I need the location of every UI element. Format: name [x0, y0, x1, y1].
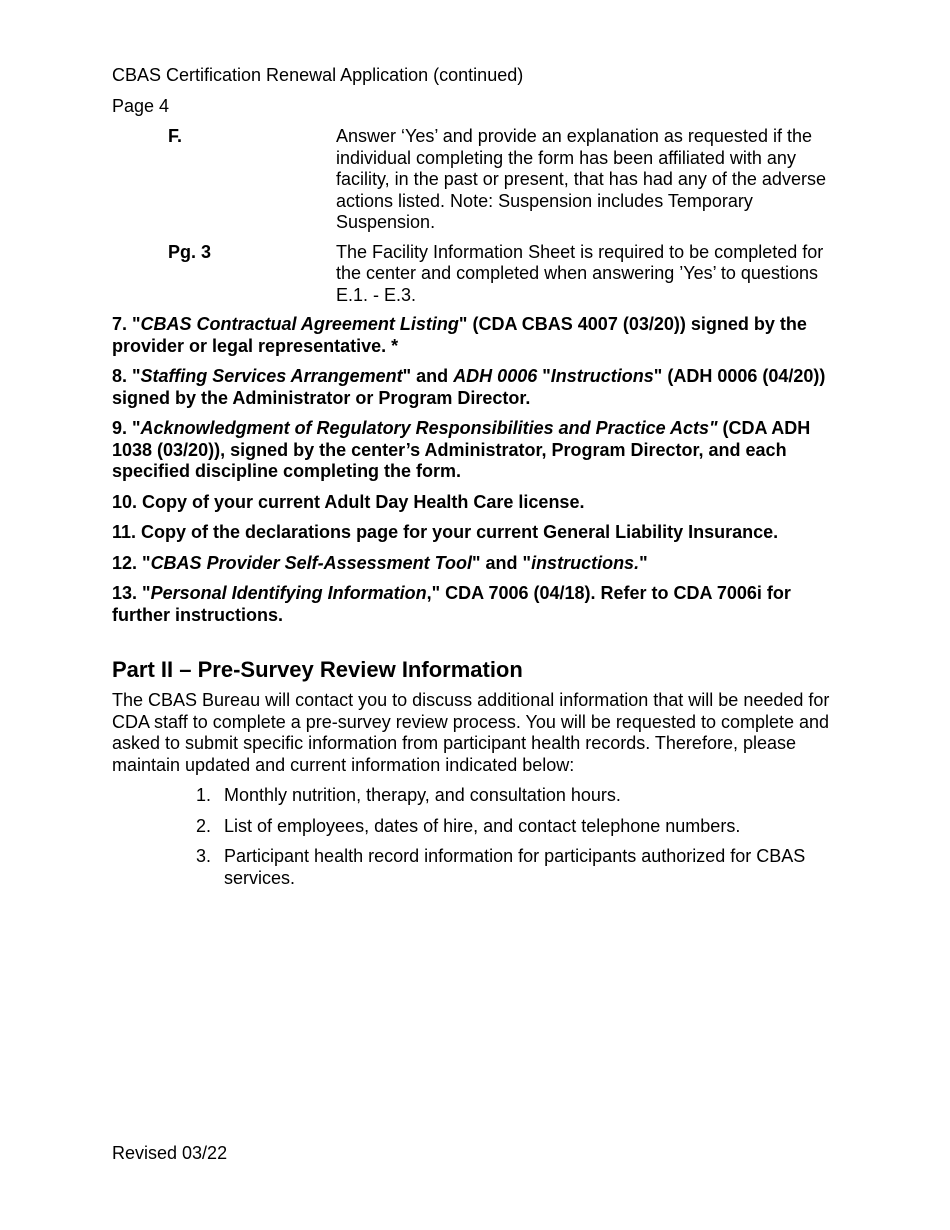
requirement-item-10: 10. Copy of your current Adult Day Health Care license.: [112, 491, 585, 512]
requirement-item-11: 11. Copy of the declarations page for your current General Liability Insurance.: [112, 522, 779, 542]
list-item-number: 2.: [196, 815, 212, 836]
definition-text: Answer ‘Yes’ and provide an explanation as requested if the individual completing the form has been affiliated with any facility, in the past or present, that has had any of the adverse actions listed. Note: Suspension includes Temporary Suspension.: [336, 126, 826, 232]
document-header-title: CBAS Certification Renewal Application (continued): [112, 65, 524, 85]
requirement-item-8: 8. "Staffing Services Arrangement" and ADH 0006 "Instructions" (ADH 0006 (04/20)) signed by the Administrator or Program Director.: [112, 366, 826, 408]
definition-term: F.: [168, 126, 183, 146]
part-2-heading: Part II – Pre-Survey Review Information: [112, 657, 523, 682]
list-item-number: 1.: [196, 785, 212, 805]
definition-term: Pg. 3: [168, 241, 212, 262]
requirement-item-12: 12. "CBAS Provider Self-Assessment Tool" and "instructions.": [112, 552, 648, 573]
list-item-text: Participant health record information for participants authorized for CBAS services.: [224, 846, 806, 888]
definition-row: [112, 242, 847, 307]
list-item: [112, 846, 847, 889]
part-2-list: [112, 785, 847, 889]
definition-row: [112, 126, 847, 234]
list-item-number: 3.: [196, 846, 212, 866]
page-number: Page 4: [112, 95, 170, 116]
requirement-item-13: 13. "Personal Identifying Information," CDA 7006 (04/18). Refer to CDA 7006i for further instructions.: [112, 583, 791, 625]
definition-text: The Facility Information Sheet is required to be completed for the center and completed when answering ’Yes’ to questions E.1. - E.3.: [336, 241, 824, 305]
section-spacer: [112, 635, 847, 657]
requirement-item-7: 7. "CBAS Contractual Agreement Listing" (CDA CBAS 4007 (03/20)) signed by the provider or legal representative. *: [112, 314, 807, 356]
revision-footer: Revised 03/22: [112, 1143, 228, 1163]
list-item: [112, 785, 847, 807]
document-page: [112, 65, 847, 898]
requirement-item-9: 9. "Acknowledgment of Regulatory Responsibilities and Practice Acts" (CDA ADH 1038 (03/20)), signed by the center’s Administrator, Program Director, and each specified discipline completing the form.: [112, 418, 811, 481]
list-item-text: Monthly nutrition, therapy, and consultation hours.: [224, 785, 621, 805]
part-2-intro: The CBAS Bureau will contact you to discuss additional information that will be needed for CDA staff to complete a pre-survey review process. You will be requested to complete and asked to submit specific information from participant health records. Therefore, please maintain updated and current information indicated below:: [112, 690, 830, 775]
list-item: [112, 816, 847, 838]
list-item-text: List of employees, dates of hire, and contact telephone numbers.: [224, 815, 741, 836]
